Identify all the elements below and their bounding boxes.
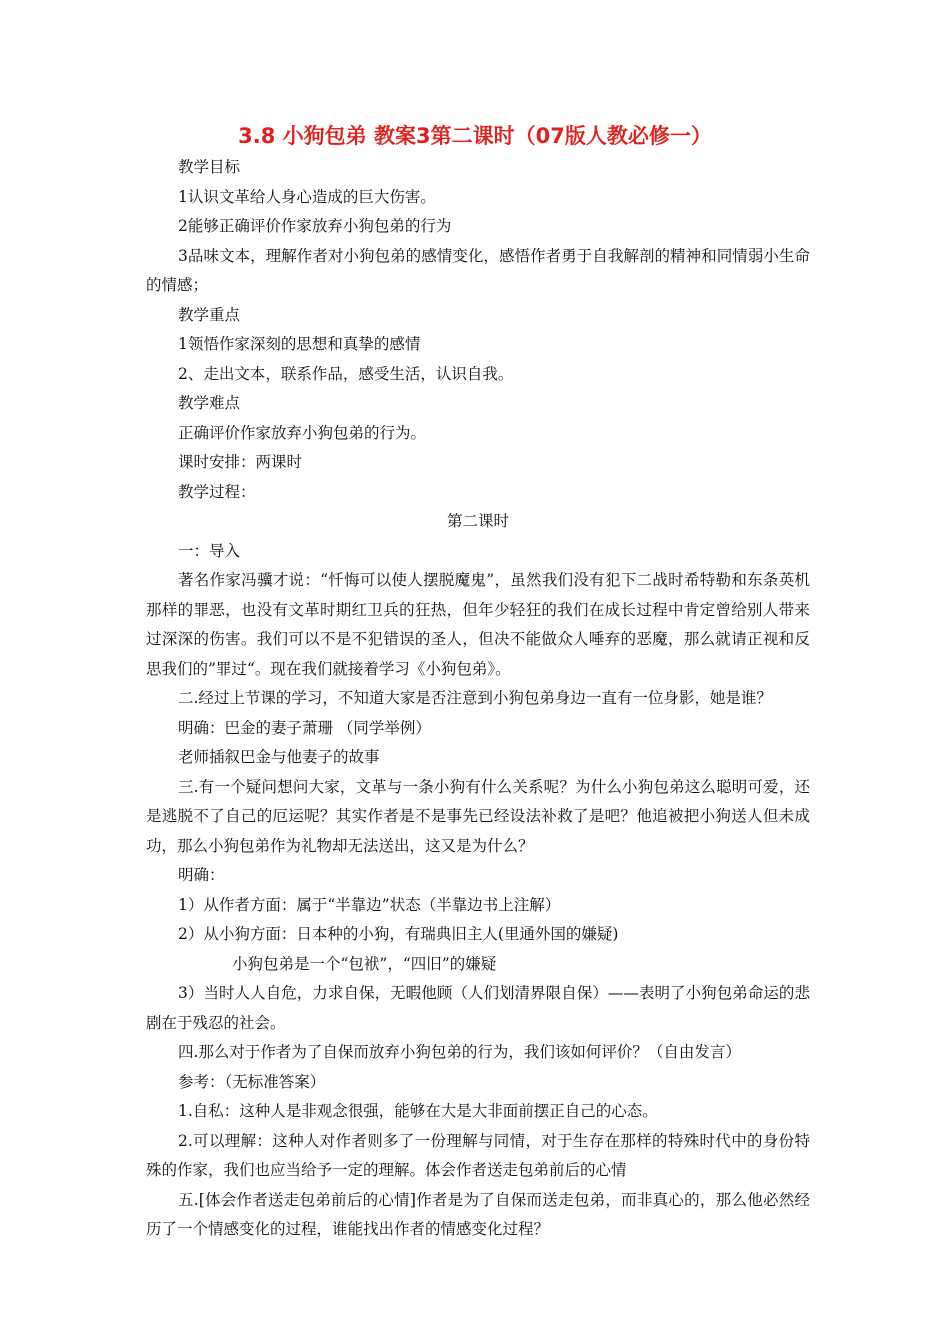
heading-teaching-goals: 教学目标 <box>178 158 241 176</box>
clarify-label: 明确： <box>178 866 225 884</box>
difficulty-item: 正确评价作家放弃小狗包弟的行为。 <box>178 423 427 442</box>
goal-item-3: 3品味文本，理解作者对小狗包弟的感情变化，感悟作者勇于自我解剖的精神和同情弱小生命的情感； <box>146 246 810 294</box>
step-two-question: 二.经过上节课的学习，不知道大家是否注意到小狗包弟身边一直有一位身影，她是谁？ <box>178 689 772 707</box>
step-introduction-heading: 一：导入 <box>178 541 241 560</box>
document-body <box>146 153 810 1245</box>
reference-item-1: 1.自私：这种人是非观念很强，能够在大是大非面前摆正自己的心态。 <box>178 1102 658 1120</box>
step-five-question: 五.[体会作者送走包弟前后的心情]作者是为了自保而送走包弟，而非真心的，那么他必然经历了一个情感变化的过程，谁能找出作者的情感变化过程？ <box>146 1190 810 1238</box>
clarify-item-1: 1）从作者方面：属于“半靠边”状态（半靠边书上注解） <box>178 895 561 914</box>
clarify-item-2: 2）从小狗方面：日本种的小狗，有瑞典旧主人(里通外国的嫌疑) <box>178 925 619 943</box>
section-title-second-lesson: 第二课时 <box>446 512 509 530</box>
clarify-item-2-continued: 小狗包弟是一个“包袱”，“四旧”的嫌疑 <box>232 954 497 973</box>
key-point-2: 2、走出文本，联系作品，感受生活，认识自我。 <box>178 364 514 383</box>
heading-process: 教学过程： <box>178 482 256 501</box>
clarify-item-3: 3）当时人人自危，力求自保，无暇他顾（人们划清界限自保）——表明了小狗包弟命运的悲剧在于残忍的社会。 <box>146 984 810 1032</box>
reference-label: 参考：（无标准答案） <box>178 1072 326 1091</box>
introduction-paragraph: 著名作家冯骥才说：“忏悔可以使人摆脱魔鬼”，虽然我们没有犯下二战时希特勒和东条英机那样的罪恶，也没有文革时期红卫兵的狂热，但年少轻狂的我们在成长过程中肯定曾给别人带来过深深的伤害。我们可以不是不犯错误的圣人，但决不能做众人唾弃的恶魔，那么就请正视和反思我们的”罪过“。现在我们就接着学习《小狗包弟》。 <box>146 571 810 678</box>
step-two-answer: 明确：巴金的妻子萧珊 （同学举例） <box>178 718 431 737</box>
document-title: 3.8 小狗包弟 教案3第二课时（07版人教必修一） <box>238 124 712 148</box>
teacher-note: 老师插叙巴金与他妻子的故事 <box>178 748 380 766</box>
schedule-line: 课时安排：两课时 <box>178 453 303 471</box>
heading-key-points: 教学重点 <box>178 305 241 324</box>
step-three-question: 三.有一个疑问想问大家，文革与一条小狗有什么关系呢？为什么小狗包弟这么聪明可爱，还是逃脱不了自己的厄运呢？其实作者是不是事先已经设法补救了是吧？他追被把小狗送人但未成功，那么小狗包弟作为礼物却无法送出，这又是为什么？ <box>146 777 810 855</box>
heading-difficulty: 教学难点 <box>178 394 241 412</box>
reference-item-2: 2.可以理解：这种人对作者则多了一份理解与同情，对于生存在那样的特殊时代中的身份特殊的作家，我们也应当给予一定的理解。体会作者送走包弟前后的心情 <box>146 1131 810 1179</box>
step-four-question: 四.那么对于作者为了自保而放弃小狗包弟的行为，我们该如何评价？（自由发言） <box>178 1043 741 1061</box>
goal-item-2: 2能够正确评价作家放弃小狗包弟的行为 <box>178 217 452 235</box>
key-point-1: 1领悟作家深刻的思想和真挚的感情 <box>178 335 421 353</box>
goal-item-1: 1认识文革给人身心造成的巨大伤害。 <box>178 187 436 206</box>
